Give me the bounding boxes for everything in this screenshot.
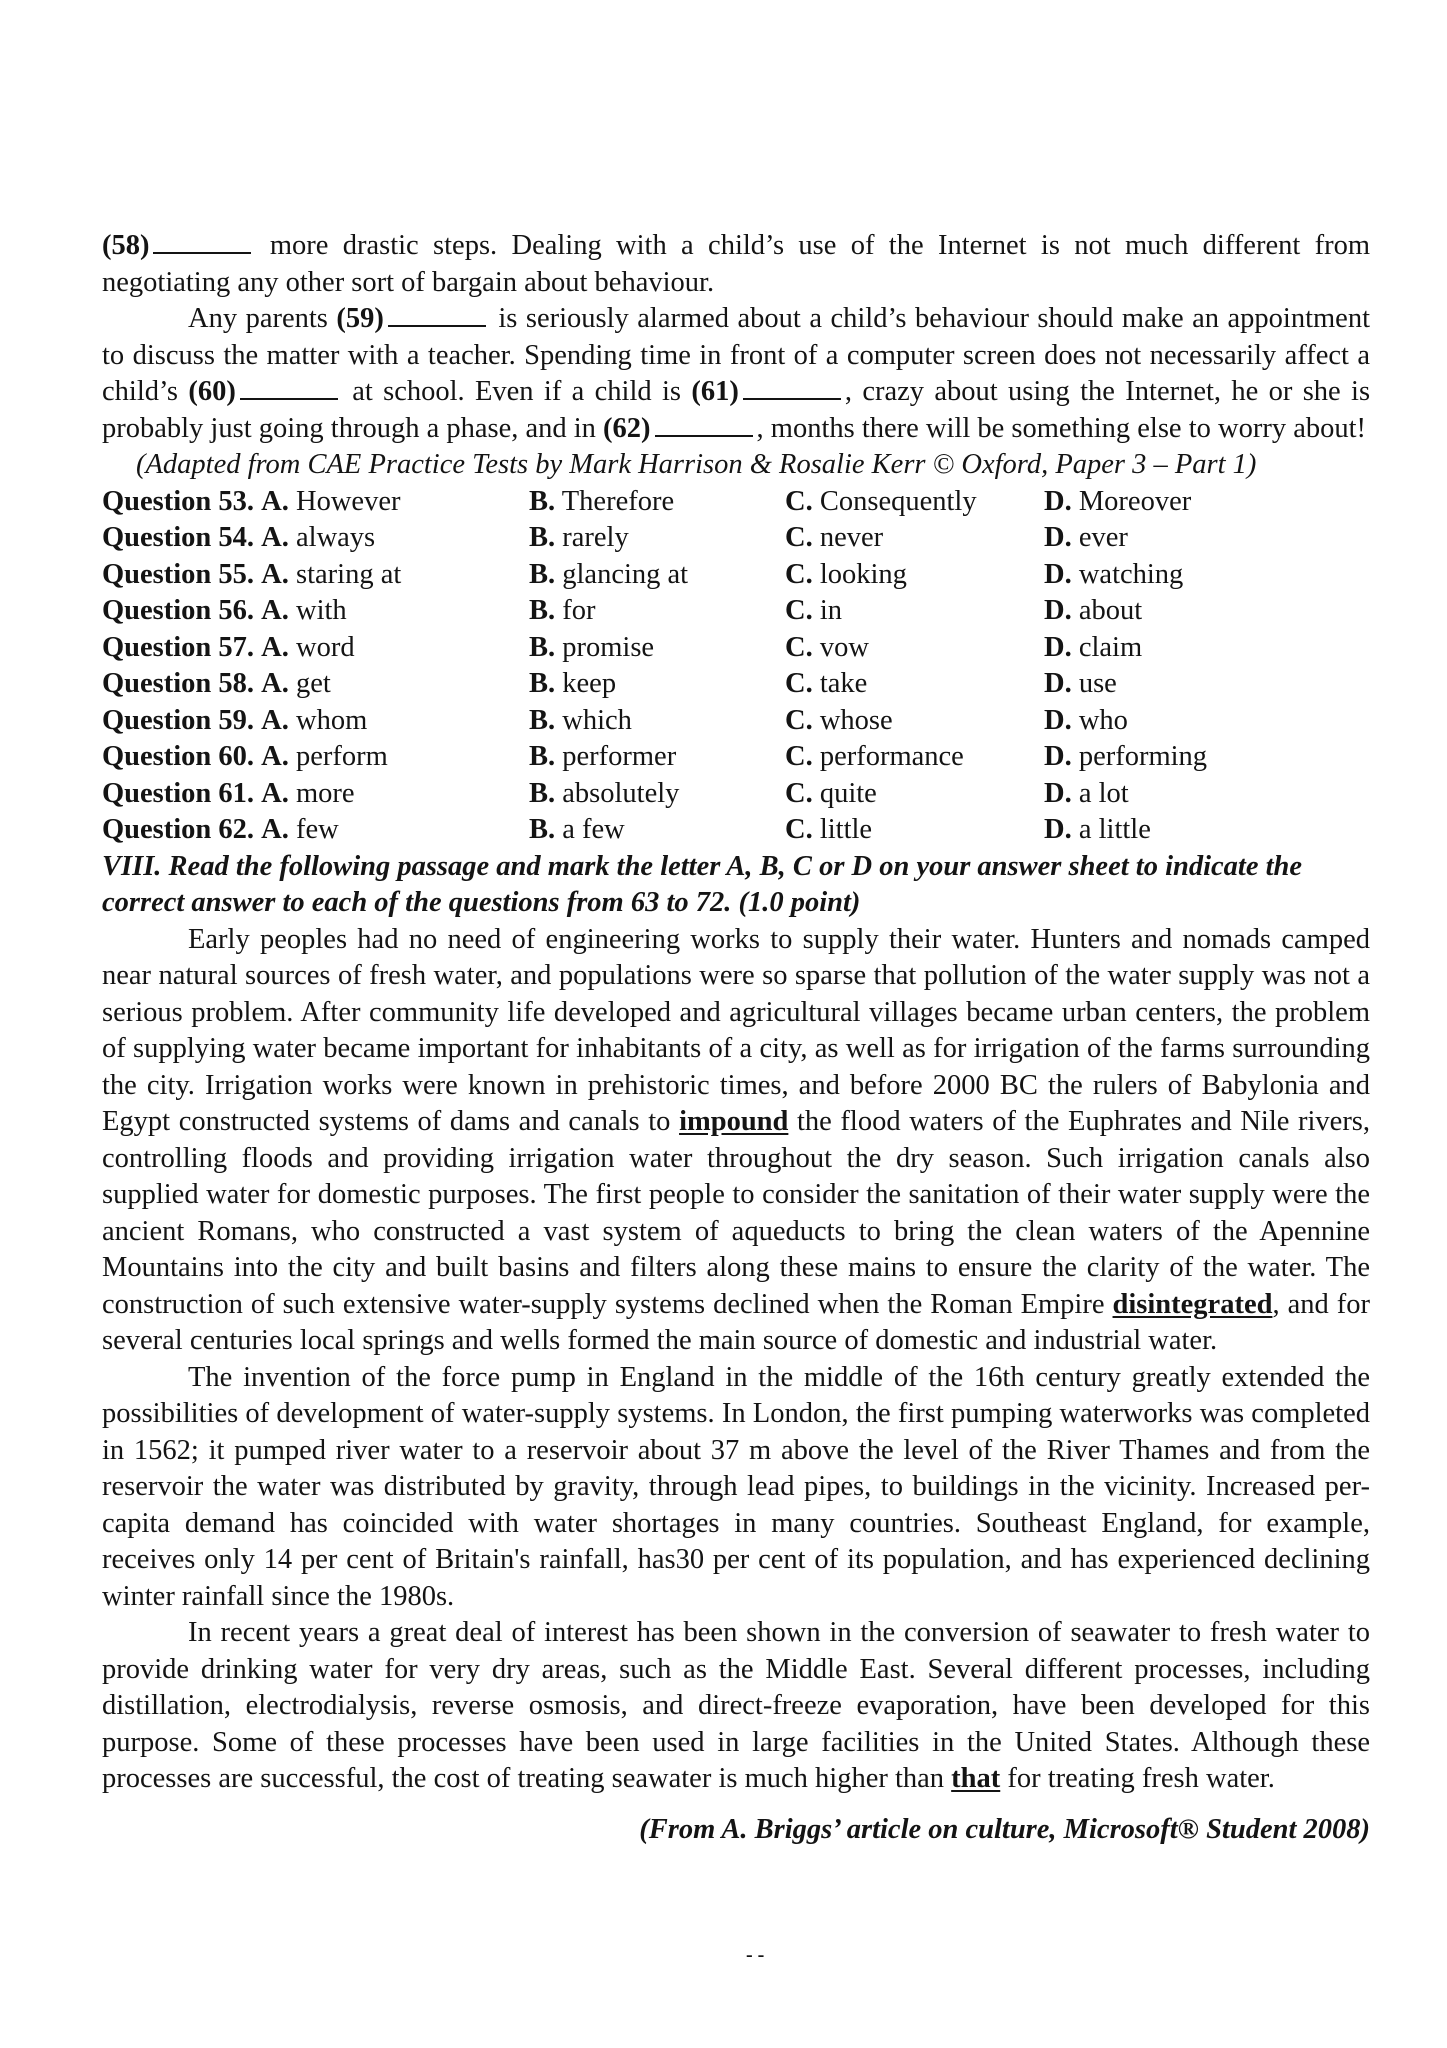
option-letter: D.: [1044, 668, 1072, 699]
option-text: in: [819, 595, 843, 626]
option-text: take: [819, 668, 868, 699]
cloze-text: Any parents: [188, 303, 328, 334]
blank-60: [240, 374, 338, 400]
option-text: always: [296, 522, 376, 553]
option-text: for: [562, 595, 596, 626]
question-label-and-option-a: [102, 593, 529, 630]
option-letter: C.: [785, 631, 813, 663]
option-letter: B.: [529, 631, 556, 663]
option-text: looking: [819, 558, 907, 590]
underlined-word-that: that: [951, 1763, 1001, 1794]
option-text: a few: [562, 814, 625, 845]
option-letter: A.: [261, 668, 289, 699]
option-text: keep: [562, 668, 617, 699]
option-text: rarely: [562, 522, 629, 553]
option-letter: D.: [1044, 631, 1072, 663]
option-text: absolutely: [562, 777, 680, 809]
question-row: [102, 812, 1370, 849]
option-text: Therefore: [561, 485, 675, 517]
passage-credit: (From A. Briggs’ article on culture, Microsoft® Student 2008): [639, 1813, 1370, 1845]
option-text: claim: [1078, 631, 1143, 663]
option-text: get: [296, 668, 331, 699]
option-letter: D.: [1044, 704, 1072, 736]
option-b: [529, 484, 785, 521]
cloze-text: more drastic steps. Dealing with a child’s use of the Internet is not much different from negotiating any other sort of bargain about behaviour.: [102, 230, 1370, 298]
option-text: word: [296, 631, 355, 663]
option-letter: A.: [261, 558, 289, 590]
option-letter: B.: [529, 741, 556, 772]
option-letter: B.: [529, 777, 556, 809]
option-c: [785, 739, 1044, 776]
option-text: never: [819, 522, 884, 553]
cloze-text: , crazy about using the Internet, he or she is probably just going through a phase, and in: [102, 376, 1371, 444]
option-letter: B.: [529, 558, 556, 590]
option-letter: C.: [785, 814, 813, 845]
question-row: [102, 666, 1370, 703]
option-letter: C.: [785, 558, 813, 590]
blank-59: [388, 301, 486, 327]
option-letter: A.: [261, 741, 289, 772]
question-label-and-option-a: [102, 630, 529, 667]
option-c: [785, 557, 1044, 594]
blank-number-62: (62): [603, 412, 651, 444]
option-text: who: [1078, 704, 1128, 736]
question-row: [102, 557, 1370, 594]
option-c: [785, 812, 1044, 849]
option-b: [529, 630, 785, 667]
question-number: Question 61.: [102, 777, 255, 809]
underlined-word-disintegrated: disintegrated: [1112, 1288, 1273, 1320]
option-c: [785, 776, 1044, 813]
option-letter: C.: [785, 485, 813, 517]
question-label-and-option-a: [102, 484, 529, 521]
option-letter: D.: [1044, 558, 1072, 590]
option-letter: B.: [529, 814, 556, 845]
option-d: [1044, 666, 1370, 703]
cloze-text: at school. Even if a child is: [352, 376, 681, 407]
cloze-paragraph-1: [102, 228, 1370, 301]
cloze-text: is seriously alarmed about a child’s behaviour should make an appointment to discuss the matter with a teacher. Spending time in front of a computer screen does not necessarily affect a child’s: [102, 303, 1371, 407]
cloze-text: , months there will be something else to worry about!: [756, 412, 1366, 444]
option-d: [1044, 557, 1370, 594]
question-number: Question 53.: [102, 485, 255, 517]
question-row: [102, 739, 1370, 776]
option-letter: B.: [529, 485, 556, 517]
section-heading: VIII. Read the following passage and mark the letter A, B, C or D on your answer sheet to indicate the correct answer to each of the questions from 63 to 72. (1.0 point): [102, 850, 1303, 918]
option-letter: D.: [1044, 777, 1072, 809]
option-letter: B.: [529, 704, 556, 736]
question-number: Question 57.: [102, 631, 255, 663]
question-number: Question 60.: [102, 741, 255, 772]
passage-text: the flood waters of the Euphrates and Nile rivers, controlling floods and providing irrigation water throughout the dry season. Such irrigation canals also supplied water for domestic purposes. The first people to consider the sanitation of their water supply were the ancient Romans, who constructed a vast system of aqueducts to bring the clean waters of the Apennine Mountains into the city and built basins and filters along these mains to ensure the clarity of the water. The construction of such extensive water-supply systems declined when the Roman Empire: [102, 1106, 1371, 1320]
question-number: Question 62.: [102, 814, 255, 845]
passage-text: for treating fresh water.: [1007, 1763, 1275, 1794]
option-text: staring at: [296, 558, 402, 590]
option-letter: A.: [261, 485, 289, 517]
underlined-word-impound: impound: [679, 1106, 789, 1137]
question-table: [102, 484, 1370, 849]
blank-number-60: (60): [188, 376, 236, 407]
question-label-and-option-a: [102, 666, 529, 703]
option-text: vow: [819, 631, 869, 663]
option-letter: A.: [261, 777, 289, 809]
option-d: [1044, 812, 1370, 849]
question-number: Question 55.: [102, 558, 255, 590]
question-number: Question 56.: [102, 595, 255, 626]
option-letter: A.: [261, 595, 289, 626]
option-b: [529, 666, 785, 703]
option-text: a lot: [1078, 777, 1129, 809]
option-text: Consequently: [819, 485, 977, 517]
option-text: perform: [296, 741, 388, 772]
option-d: [1044, 484, 1370, 521]
option-letter: B.: [529, 522, 556, 553]
passage-text: , and for several centuries local springs and wells formed the main source of domestic and industrial water.: [102, 1288, 1371, 1356]
option-text: use: [1078, 668, 1117, 699]
option-text: ever: [1078, 522, 1128, 553]
option-text: promise: [562, 631, 655, 663]
option-letter: A.: [261, 704, 289, 736]
option-c: [785, 630, 1044, 667]
option-letter: D.: [1044, 814, 1072, 845]
option-text: whose: [819, 704, 893, 736]
option-letter: A.: [261, 522, 289, 553]
page-content: [102, 228, 1370, 1848]
blank-number-59: (59): [336, 303, 384, 334]
option-text: few: [296, 814, 339, 845]
option-text: performance: [819, 741, 964, 772]
option-text: about: [1078, 595, 1143, 626]
option-d: [1044, 520, 1370, 557]
option-text: which: [562, 704, 632, 736]
blank-61: [743, 374, 841, 400]
option-d: [1044, 630, 1370, 667]
option-text: little: [819, 814, 873, 845]
question-row: [102, 484, 1370, 521]
option-d: [1044, 703, 1370, 740]
option-c: [785, 484, 1044, 521]
option-letter: C.: [785, 522, 813, 553]
option-letter: D.: [1044, 522, 1072, 553]
option-text: performer: [562, 741, 677, 772]
blank-62: [655, 411, 753, 437]
question-number: Question 59.: [102, 704, 255, 736]
question-label-and-option-a: [102, 520, 529, 557]
option-text: glancing at: [562, 558, 689, 590]
blank-number-61: (61): [691, 376, 739, 407]
option-b: [529, 520, 785, 557]
option-text: quite: [819, 777, 877, 809]
option-letter: A.: [261, 631, 289, 663]
question-label-and-option-a: [102, 703, 529, 740]
option-letter: D.: [1044, 741, 1072, 772]
passage-paragraph-3: [102, 1615, 1370, 1798]
option-letter: C.: [785, 704, 813, 736]
question-row: [102, 520, 1370, 557]
option-letter: A.: [261, 814, 289, 845]
question-label-and-option-a: [102, 557, 529, 594]
option-b: [529, 812, 785, 849]
option-text: performing: [1078, 741, 1208, 772]
passage-text: In recent years a great deal of interest has been shown in the conversion of seawater to fresh water to provide drinking water for very dry areas, such as the Middle East. Several different processes, including distillation, electrodialysis, reverse osmosis, and direct-freeze evaporation, have been developed for this purpose. Some of these processes have been used in large facilities in the United States. Although these processes are successful, the cost of treating seawater is much higher than: [102, 1617, 1370, 1794]
passage-paragraph-2: The invention of the force pump in England in the middle of the 16th century greatly extended the possibilities of development of water-supply systems. In London, the first pumping waterworks was completed in 1562; it pumped river water to a reservoir about 37 m above the level of the River Thames and from the reservoir the water was distributed by gravity, through lead pipes, to buildings in the vicinity. Increased per-capita demand has coincided with water shortages in many countries. Southeast England, for example, receives only 14 per cent of Britain's rainfall, has30 per cent of its population, and has experienced declining winter rainfall since the 1980s.: [102, 1361, 1370, 1612]
option-c: [785, 593, 1044, 630]
question-label-and-option-a: [102, 812, 529, 849]
option-c: [785, 703, 1044, 740]
option-d: [1044, 739, 1370, 776]
option-letter: C.: [785, 668, 813, 699]
option-letter: C.: [785, 595, 813, 626]
option-letter: C.: [785, 741, 813, 772]
question-label-and-option-a: [102, 776, 529, 813]
option-c: [785, 520, 1044, 557]
option-d: [1044, 776, 1370, 813]
question-number: Question 54.: [102, 522, 255, 553]
option-letter: B.: [529, 595, 556, 626]
page-footer-mark: - -: [746, 1944, 765, 1966]
option-text: Moreover: [1078, 485, 1192, 517]
option-letter: B.: [529, 668, 556, 699]
option-text: a little: [1078, 814, 1151, 845]
option-b: [529, 776, 785, 813]
question-label-and-option-a: [102, 739, 529, 776]
option-text: However: [296, 485, 401, 517]
question-row: [102, 630, 1370, 667]
option-letter: D.: [1044, 595, 1072, 626]
cloze-source: (Adapted from CAE Practice Tests by Mark Harrison & Rosalie Kerr © Oxford, Paper 3 – Part 1): [136, 449, 1257, 480]
option-b: [529, 703, 785, 740]
blank-58: [153, 228, 251, 254]
question-row: [102, 776, 1370, 813]
question-row: [102, 593, 1370, 630]
question-number: Question 58.: [102, 668, 255, 699]
option-text: more: [296, 777, 355, 809]
option-text: with: [296, 595, 347, 626]
option-text: watching: [1078, 558, 1184, 590]
option-b: [529, 593, 785, 630]
option-c: [785, 666, 1044, 703]
option-b: [529, 739, 785, 776]
passage-text: Early peoples had no need of engineering works to supply their water. Hunters and nomads camped near natural sources of fresh water, and populations were so sparse that pollution of the water supply was not a serious problem. After community life developed and agricultural villages became urban centers, the problem of supplying water became important for inhabitants of a city, as well as for irrigation of the farms surrounding the city. Irrigation works were known in prehistoric times, and before 2000 BC the rulers of Babylonia and Egypt constructed systems of dams and canals to: [102, 923, 1370, 1137]
option-b: [529, 557, 785, 594]
option-text: whom: [296, 704, 368, 736]
question-row: [102, 703, 1370, 740]
blank-number-58: (58): [102, 230, 150, 261]
option-letter: D.: [1044, 485, 1072, 517]
cloze-paragraph-2: [102, 301, 1370, 447]
passage-paragraph-1: [102, 922, 1370, 1360]
option-d: [1044, 593, 1370, 630]
option-letter: C.: [785, 777, 813, 809]
